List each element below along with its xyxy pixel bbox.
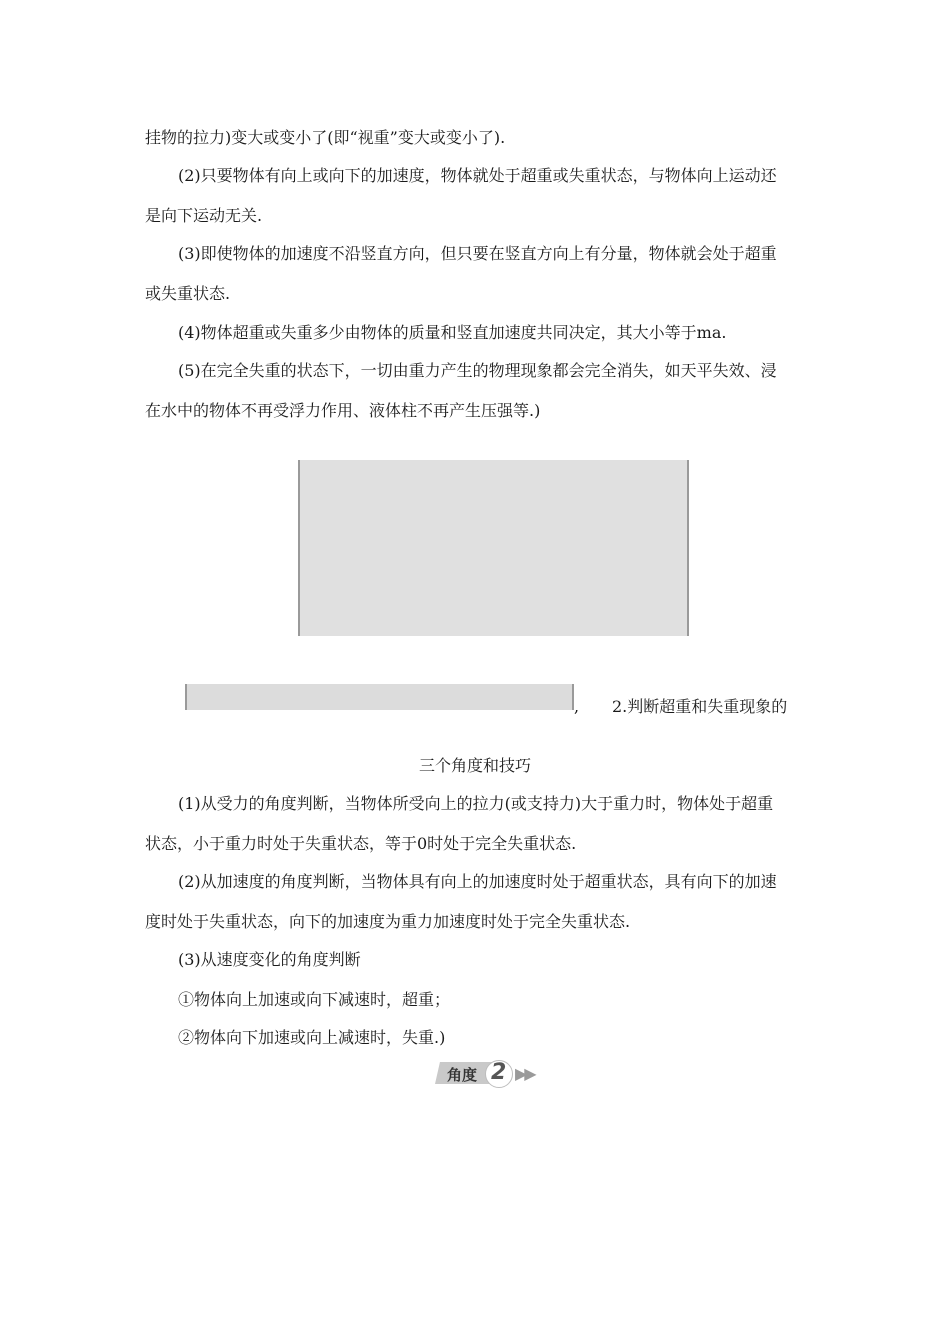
paragraph-line: (4)物体超重或失重多少由物体的质量和竖直加速度共同决定，其大小等于ma. (178, 323, 727, 342)
section-heading-continued: 三个角度和技巧 (418, 756, 531, 775)
paragraph-line: (1)从受力的角度判断，当物体所受向上的拉力(或支持力)大于重力时，物体处于超重 (178, 794, 774, 813)
paragraph-line: (5)在完全失重的状态下，一切由重力产生的物理现象都会完全消失，如天平失效、浸 (178, 361, 777, 380)
comma: , (574, 697, 580, 716)
double-arrow-icon: ▶▶ (515, 1064, 534, 1083)
paragraph-line: (3)即使物体的加速度不沿竖直方向，但只要在竖直方向上有分量，物体就会处于超重 (178, 244, 777, 263)
badge-number: 2 (491, 1060, 507, 1085)
badge-label: 角度 (447, 1066, 478, 1084)
figure-placeholder (298, 460, 689, 636)
paragraph-line: 度时处于失重状态，向下的加速度为重力加速度时处于完全失重状态. (145, 912, 631, 931)
paragraph-line: 挂物的拉力)变大或变小了(即“视重”变大或变小了). (145, 128, 506, 147)
section-heading: 2.判断超重和失重现象的 (612, 697, 788, 716)
list-item: ①物体向上加速或向下减速时，超重； (178, 990, 451, 1009)
paragraph-line: 或失重状态. (145, 284, 231, 303)
paragraph-line: 状态，小于重力时处于失重状态，等于0时处于完全失重状态. (145, 834, 577, 853)
paragraph-line: 是向下运动无关. (145, 206, 263, 225)
list-item: ②物体向下加速或向上减速时，失重.) (178, 1028, 446, 1047)
angle-badge (435, 1060, 550, 1086)
paragraph-line: (3)从速度变化的角度判断 (178, 950, 361, 969)
paragraph-line: (2)只要物体有向上或向下的加速度，物体就处于超重或失重状态，与物体向上运动还 (178, 166, 777, 185)
paragraph-line: (2)从加速度的角度判断，当物体具有向上的加速度时处于超重状态，具有向下的加速 (178, 872, 777, 891)
inline-figure-placeholder (185, 684, 574, 710)
paragraph-line: 在水中的物体不再受浮力作用、液体柱不再产生压强等.) (145, 401, 541, 420)
